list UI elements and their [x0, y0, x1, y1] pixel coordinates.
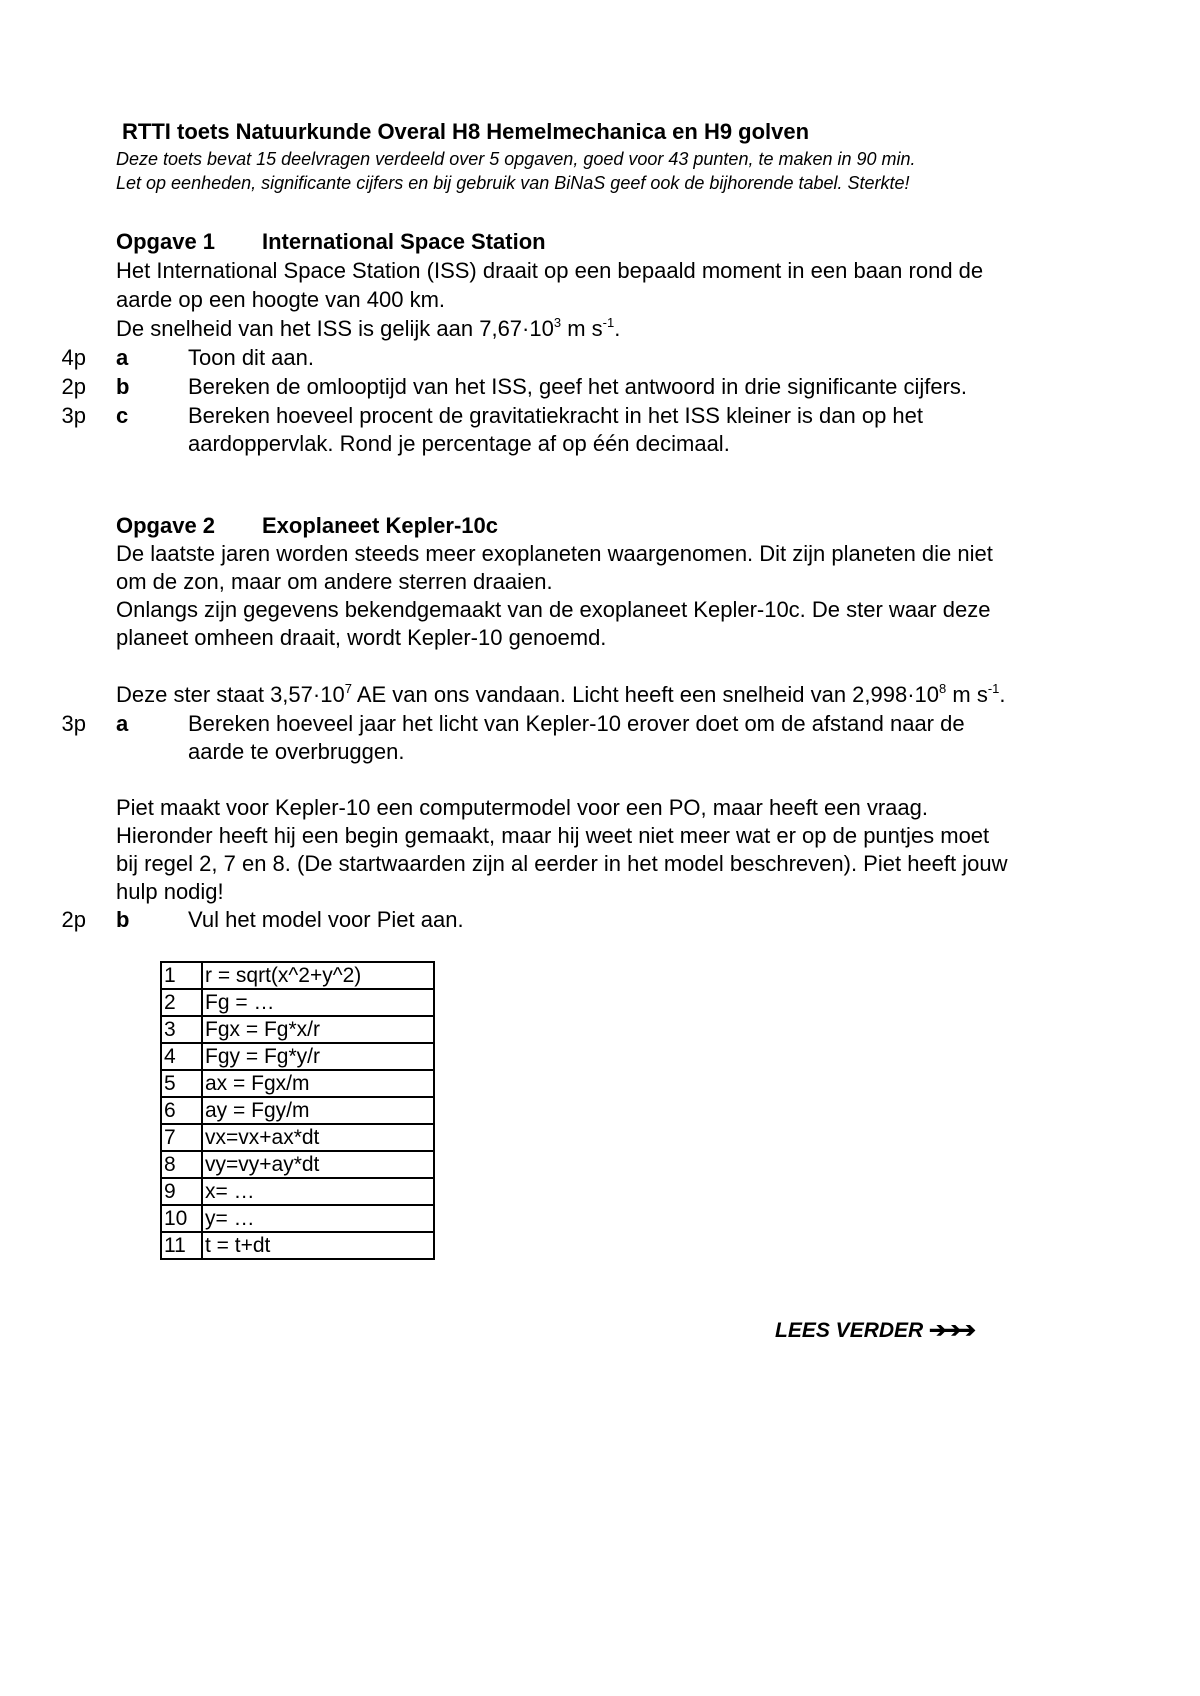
model-formula: vx=vx+ax*dt	[202, 1124, 434, 1151]
table-row	[161, 1151, 434, 1178]
line-number: 8	[161, 1151, 202, 1178]
line-number: 6	[161, 1097, 202, 1124]
line-number: 9	[161, 1178, 202, 1205]
line-number: 2	[161, 989, 202, 1016]
model-formula: r = sqrt(x^2+y^2)	[202, 962, 434, 989]
model-formula: Fgx = Fg*x/r	[202, 1016, 434, 1043]
table-row	[161, 989, 434, 1016]
document-title: RTTI toets Natuurkunde Overal H8 Hemelmechanica en H9 golven	[122, 119, 810, 144]
question-points: 3p	[61, 403, 86, 428]
question-label: b	[116, 907, 130, 932]
question-text: Bereken hoeveel procent de gravitatiekracht in het ISS kleiner is dan op het	[188, 403, 924, 428]
model-formula: Fgy = Fg*y/r	[202, 1043, 434, 1070]
model-formula: y= …	[202, 1205, 434, 1232]
lees-verder-label: LEES VERDER	[775, 1319, 924, 1342]
line-number: 4	[161, 1043, 202, 1070]
question-points: 3p	[61, 711, 86, 736]
piet-line-1: Piet maakt voor Kepler-10 een computermodel voor een PO, maar heeft een vraag.	[116, 795, 928, 820]
model-formula: x= …	[202, 1178, 434, 1205]
table-row	[161, 962, 434, 989]
piet-line-2: Hieronder heeft hij een begin gemaakt, maar hij weet niet meer wat er op de puntjes moet	[116, 823, 990, 848]
piet-line-4: hulp nodig!	[116, 879, 224, 904]
question-text: Toon dit aan.	[188, 345, 314, 370]
model-table	[160, 961, 435, 1260]
model-formula: t = t+dt	[202, 1232, 434, 1259]
opgave2-line-1: De laatste jaren worden steeds meer exoplaneten waargenomen. Dit zijn planeten die niet	[116, 541, 993, 566]
question-text: Vul het model voor Piet aan.	[188, 907, 464, 932]
intro-line-1: Deze toets bevat 15 deelvragen verdeeld over 5 opgaven, goed voor 43 punten, te maken in 90 min.	[116, 149, 916, 169]
piet-line-3: bij regel 2, 7 en 8. (De startwaarden zijn al eerder in het model beschreven). Piet heeft jouw	[116, 851, 1008, 876]
table-row	[161, 1070, 434, 1097]
line-number: 10	[161, 1205, 202, 1232]
question-points: 2p	[61, 907, 86, 932]
model-formula: Fg = …	[202, 989, 434, 1016]
line-number: 5	[161, 1070, 202, 1097]
line-number: 7	[161, 1124, 202, 1151]
question-label: c	[116, 403, 129, 428]
opgave1-speed: De snelheid van het ISS is gelijk aan $7,67\cdot 10^3$ m $s^{-1}$.	[116, 315, 621, 341]
question-text-continued: aardoppervlak. Rond je percentage af op één decimaal.	[188, 431, 730, 456]
question-points: 4p	[61, 345, 86, 370]
opgave2-line-3: Onlangs zijn gegevens bekendgemaakt van de exoplaneet Kepler-10c. De ster waar deze	[116, 597, 991, 622]
question-text: Bereken hoeveel jaar het licht van Kepler-10 erover doet om de afstand naar de	[188, 711, 965, 736]
table-row	[161, 1097, 434, 1124]
line-number: 3	[161, 1016, 202, 1043]
question-text-continued: aarde te overbruggen.	[188, 739, 405, 764]
table-row	[161, 1232, 434, 1259]
model-formula: vy=vy+ay*dt	[202, 1151, 434, 1178]
opgave2-line-4: planeet omheen draait, wordt Kepler-10 genoemd.	[116, 625, 607, 650]
question-label: a	[116, 711, 129, 736]
model-formula: ax = Fgx/m	[202, 1070, 434, 1097]
opgave2-title: Exoplaneet Kepler-10c	[262, 513, 498, 538]
arrow-right-icon: ➔➔➔	[929, 1319, 973, 1342]
table-row	[161, 1178, 434, 1205]
line-number: 1	[161, 962, 202, 989]
opgave1-line-2: aarde op een hoogte van 400 km.	[116, 287, 446, 312]
table-row	[161, 1043, 434, 1070]
opgave1-number: Opgave 1	[116, 229, 216, 254]
table-row	[161, 1016, 434, 1043]
opgave2-distance: Deze ster staat $3,57\cdot 10^7$ AE van ons vandaan. Licht heeft een snelheid van $2,998\cdot 10^8$ m $s^{-1}$.	[116, 681, 1006, 707]
question-label: a	[116, 345, 129, 370]
opgave2-line-2: om de zon, maar om andere sterren draaien.	[116, 569, 553, 594]
line-number: 11	[161, 1232, 202, 1259]
opgave2-number: Opgave 2	[116, 513, 216, 538]
model-formula: ay = Fgy/m	[202, 1097, 434, 1124]
question-points: 2p	[61, 374, 86, 399]
question-text: Bereken de omlooptijd van het ISS, geef het antwoord in drie significante cijfers.	[188, 374, 968, 399]
lees-verder	[775, 1318, 973, 1343]
question-label: b	[116, 374, 130, 399]
opgave1-title: International Space Station	[262, 229, 546, 254]
intro-line-2: Let op eenheden, significante cijfers en bij gebruik van BiNaS geef ook de bijhorende tabel. Sterkte!	[116, 173, 910, 193]
table-row	[161, 1124, 434, 1151]
opgave1-line-1: Het International Space Station (ISS) draait op een bepaald moment in een baan rond de	[116, 258, 984, 283]
table-row	[161, 1205, 434, 1232]
